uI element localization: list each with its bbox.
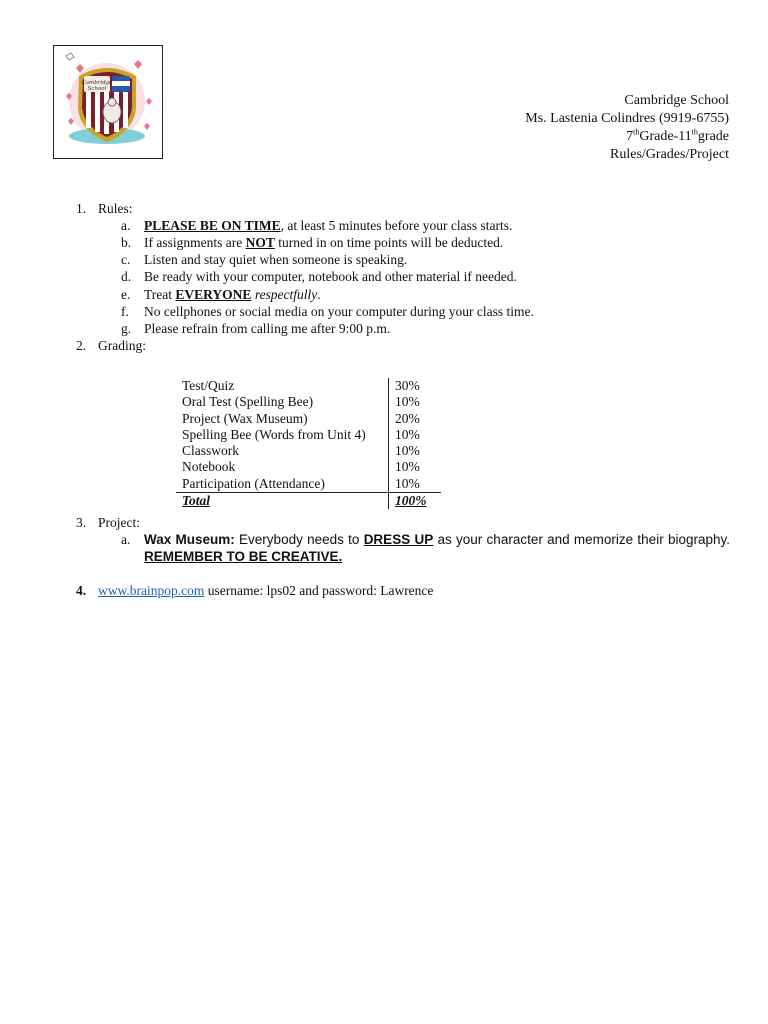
table-row: Test/Quiz 30%: [176, 378, 441, 394]
grade-start-sup: th: [633, 127, 640, 137]
rules-number: 1.: [76, 201, 87, 216]
svg-text:School: School: [87, 86, 107, 92]
document-subject: Rules/Grades/Project: [610, 147, 729, 162]
svg-text:Cambridge: Cambridge: [81, 80, 113, 86]
grade-end-sup: th: [691, 127, 698, 137]
creative-text: REMEMBER TO BE CREATIVE.: [144, 549, 343, 564]
header-info: [525, 92, 729, 164]
school-name: Cambridge School: [624, 93, 729, 108]
teacher-name: Ms. Lastenia Colindres (9919-6755): [525, 111, 729, 126]
grade-range: [525, 128, 729, 146]
grade-end: grade: [697, 129, 729, 144]
grading-table: [176, 378, 441, 509]
table-row: Project (Wax Museum) 20%: [176, 411, 441, 427]
project-label: Project:: [98, 515, 140, 530]
table-row: Classwork 10%: [176, 443, 441, 459]
project-number: 3.: [76, 515, 87, 530]
grading-number: 2.: [76, 338, 87, 353]
table-row: Notebook 10%: [176, 459, 441, 475]
rules-label: Rules:: [98, 201, 133, 216]
brainpop-link[interactable]: www.brainpop.com: [98, 583, 205, 598]
grade-mid: Grade-11: [639, 129, 692, 144]
table-row: Oral Test (Spelling Bee) 10%: [176, 394, 441, 410]
project-title: Wax Museum:: [144, 532, 235, 547]
dress-up-text: DRESS UP: [363, 532, 434, 547]
total-value: 100%: [389, 493, 442, 510]
project-description: Wax Museum: Everybody needs to DRESS UP as your character and memorize their biography. REMEMBER TO BE CREATIVE.: [144, 532, 730, 564]
brainpop-credentials: username: lps02 and password: Lawrence: [204, 583, 434, 598]
table-row: Spelling Bee (Words from Unit 4) 10%: [176, 427, 441, 443]
table-row: Participation (Attendance) 10%: [176, 476, 441, 493]
brainpop-number: 4.: [76, 583, 87, 598]
table-total-row: [176, 493, 441, 510]
total-label: Total: [176, 493, 389, 510]
grade-start: 7: [626, 129, 634, 144]
grading-label: Grading:: [98, 338, 146, 353]
school-crest-icon: [54, 46, 161, 157]
school-logo: [53, 45, 163, 159]
